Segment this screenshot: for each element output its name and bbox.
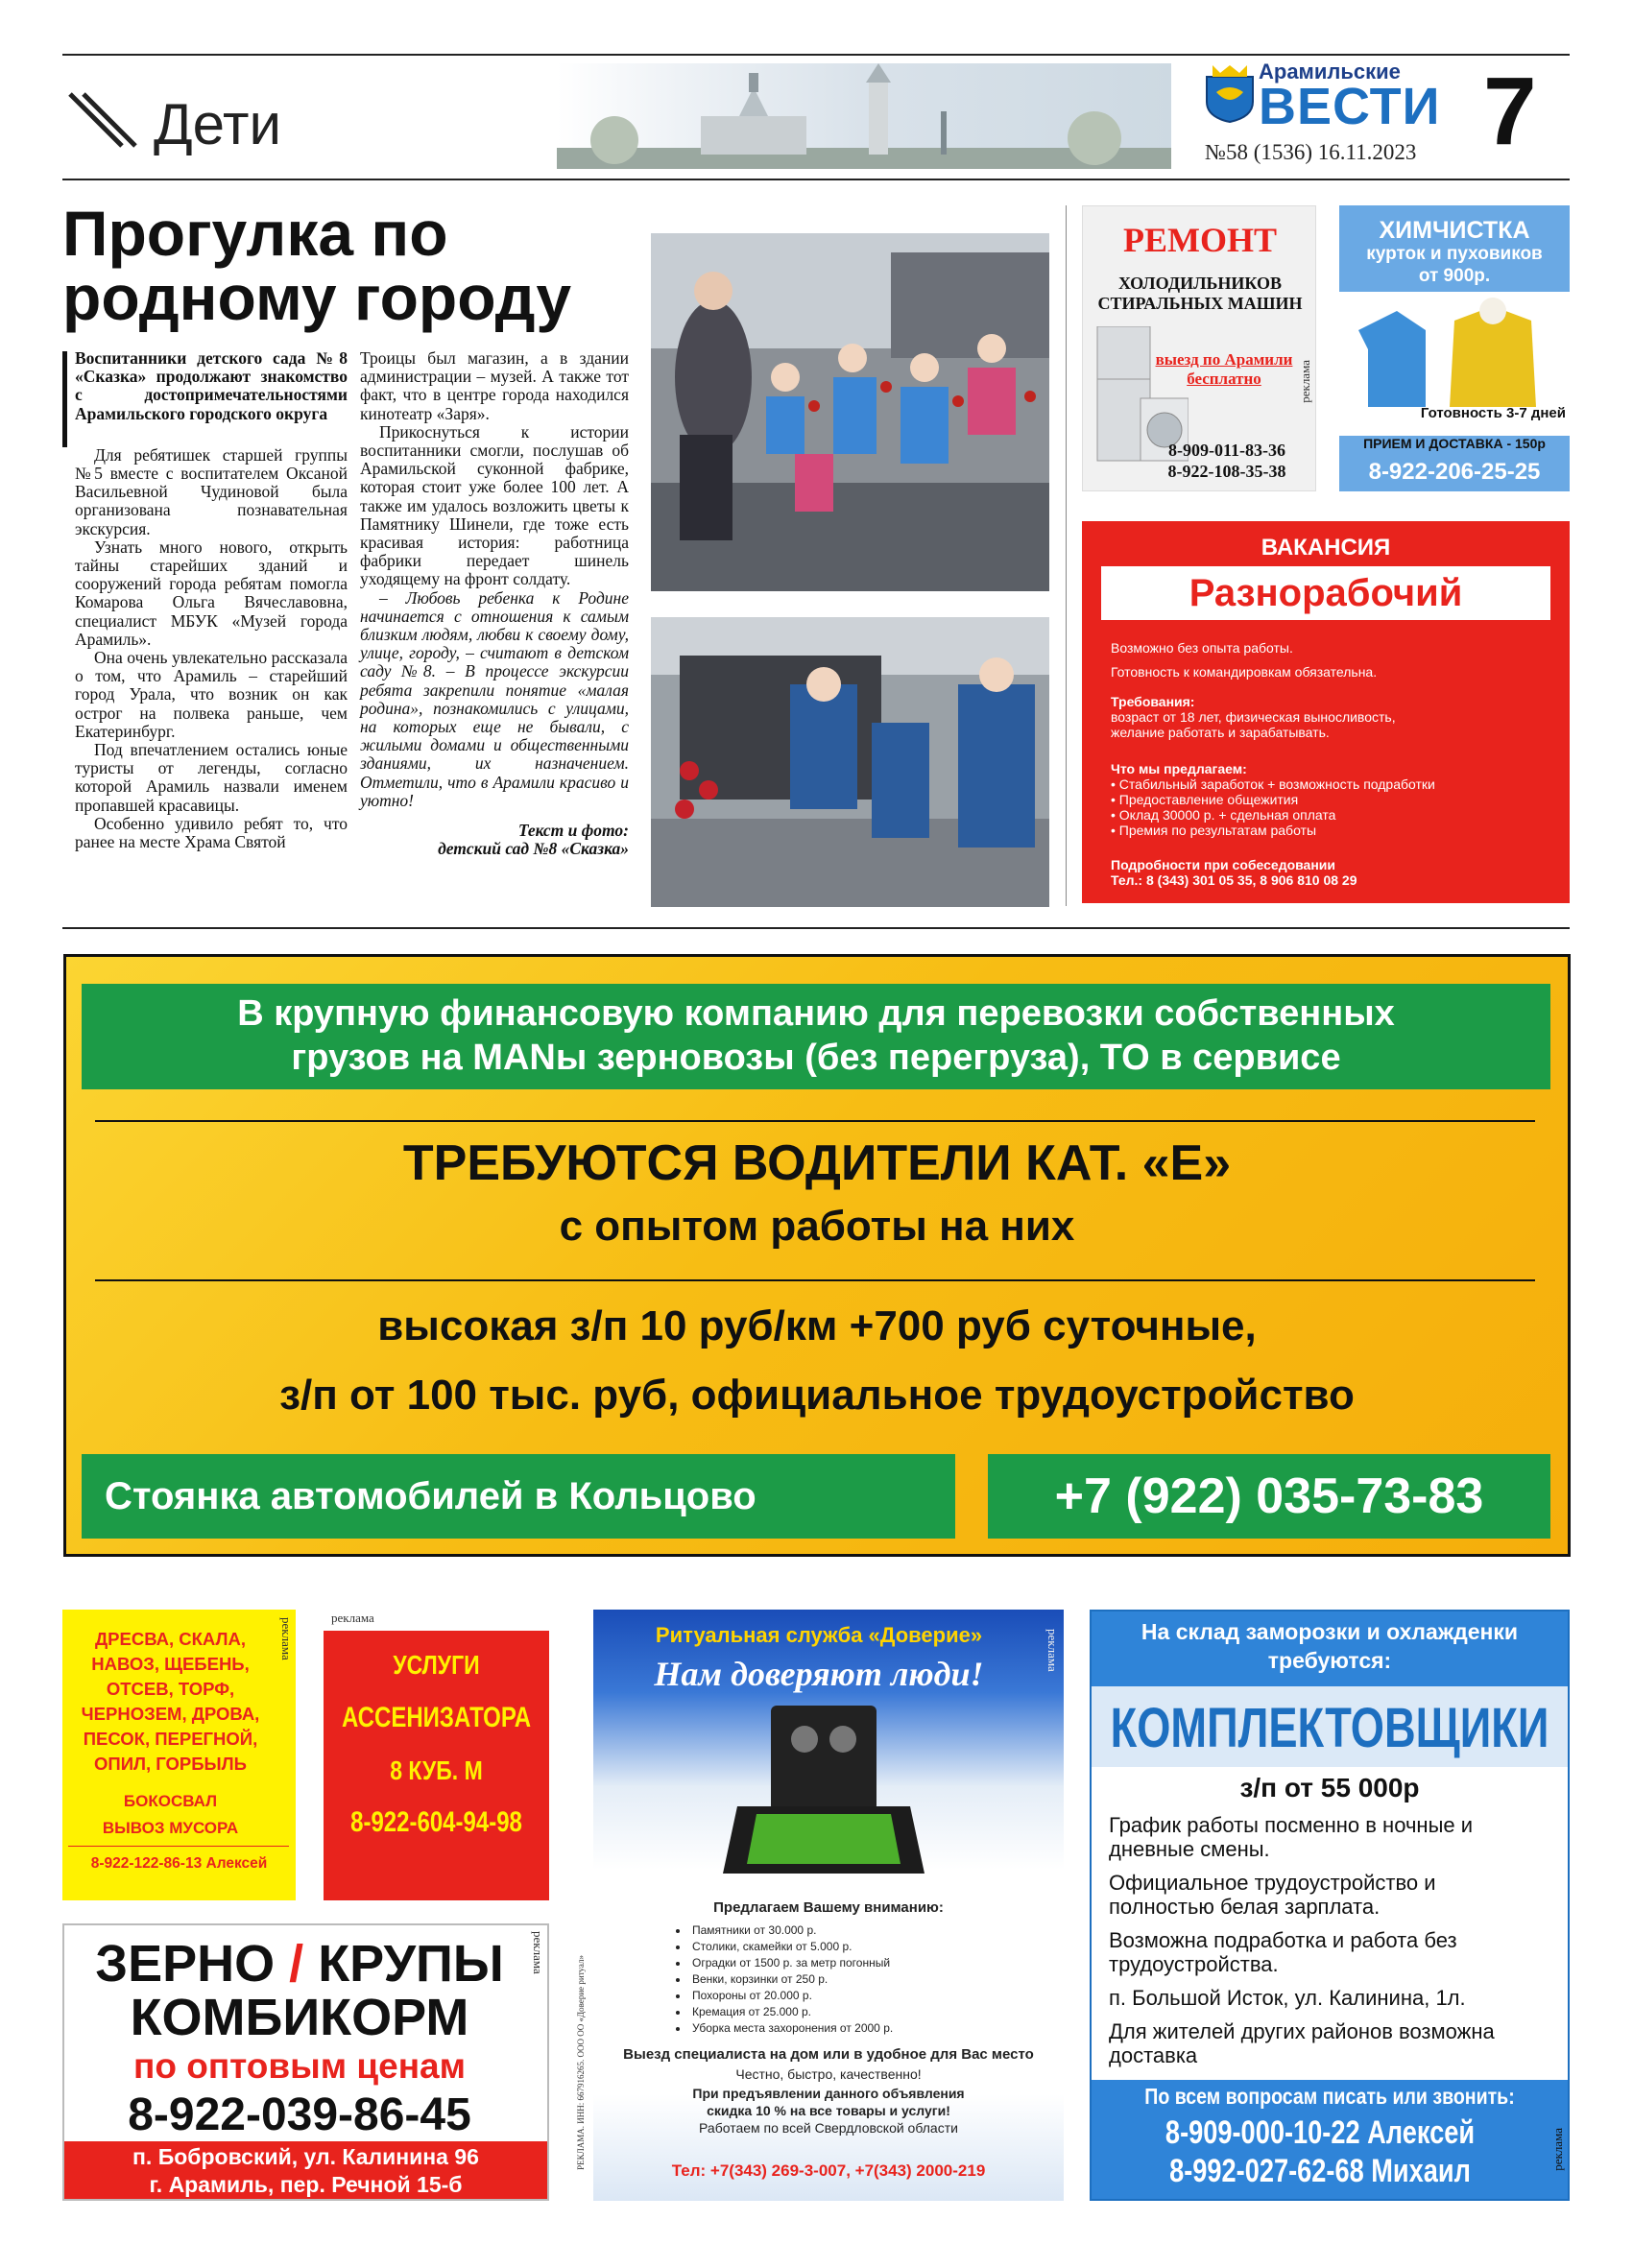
ad-grain-phone[interactable]: 8-922-039-86-45 xyxy=(128,2089,471,2140)
ad-vacancy-line: Готовность к командировкам обязательна. xyxy=(1111,664,1378,680)
article-photo-1 xyxy=(651,233,1049,591)
ad-sand-line: ПЕСОК, ПЕРЕГНОЙ, xyxy=(83,1729,258,1749)
ad-vacancy-offer-item: • Предоставление общежития xyxy=(1111,792,1299,807)
ad-pickers-phone-2[interactable]: 8-992-027-62-68 Михаил xyxy=(1169,2153,1471,2189)
ad-repair-phone-1[interactable]: 8-909-011-83-36 xyxy=(1168,441,1285,460)
ad-cleaning xyxy=(1339,205,1570,491)
ad-sand-line-2b: ВЫВОЗ МУСОРА xyxy=(102,1819,239,1837)
top-rule xyxy=(62,54,1570,56)
ad-vacancy-contact xyxy=(1111,857,1562,888)
ad-vacancy-req-line: возраст от 18 лет, физическая выносливость, xyxy=(1111,709,1396,725)
ad-ritual-item: • Кремация от 25.000 р. xyxy=(676,2004,1021,2020)
ad-vacancy-offer-heading: Что мы предлагаем: xyxy=(1111,761,1247,776)
ad-vacancy-req-line: желание работать и зарабатывать. xyxy=(1111,725,1330,740)
article-paragraph: Узнать много нового, открыть тайны старейших зданий и сооружений города ребятам помогла Комарова Ольга Вячеславовна, специалист МБУК «Музей города Арамиль». xyxy=(75,537,348,649)
ad-grain-slash: / xyxy=(289,1935,304,1993)
ad-pickers-phone-1[interactable]: 8-909-000-10-22 Алексей xyxy=(1165,2114,1476,2151)
ad-grain-title-2: КОМБИКОРМ xyxy=(130,1989,469,2046)
section-rule xyxy=(62,927,1570,929)
ad-ritual-region: Работаем по всей Свердловской области xyxy=(699,2120,958,2136)
article-paragraph: Особенно удивило ребят то, что ранее на месте Храма Святой xyxy=(75,813,348,852)
logo-main-text: ВЕСТИ xyxy=(1259,78,1441,135)
ad-drivers-parking-box xyxy=(82,1454,955,1539)
ad-ritual-item: • Уборка места захоронения от 2000 р. xyxy=(676,2020,1021,2037)
ad-ritual-item: • Похороны от 20.000 р. xyxy=(676,1988,1021,2004)
ad-ritual-title: Ритуальная служба «Доверие» xyxy=(655,1623,983,1647)
ad-sand-line: ДРЕСВА, СКАЛА, xyxy=(94,1629,246,1649)
ad-drivers-intro-2: грузов на MANы зерновозы (без перегруза), ТО в сервисе xyxy=(291,1038,1341,1078)
article-credit: детский сад №8 «Сказка» xyxy=(438,839,629,859)
ad-vacancy-line: Возможно без опыта работы. xyxy=(1111,640,1293,656)
article-paragraph: Прикоснуться к истории воспитанники смогли, послушав об Арамильской суконной фабрике, которая стоит уже более 100 лет. А также им удалось возложить цветы к Памятнику Шинели, где тоже есть красивая история: работница фабрики передает шинель уходящему на фронт солдату. xyxy=(360,421,629,589)
article-credit-label: Текст и фото: xyxy=(517,821,629,841)
ad-sewage-label-strip xyxy=(324,1610,549,1631)
ad-sewage-line-2: АССЕНИЗАТОРА xyxy=(341,1702,532,1733)
article-lead: Воспитанники детского сада №8 «Сказка» продолжают знакомство с достопримечательностями Арамильского городского округа xyxy=(75,348,348,423)
ad-pickers-head-2: требуются: xyxy=(1267,1648,1392,1673)
ad-grain-title-1a: ЗЕРНО xyxy=(95,1935,276,1993)
newspaper-logo xyxy=(1205,60,1464,175)
ad-repair xyxy=(1082,205,1316,491)
ad-ritual xyxy=(576,1610,1064,2201)
ad-drivers-pay-1: высокая з/п 10 руб/км +700 руб суточные, xyxy=(377,1302,1257,1349)
ad-pickers-p: Для жителей других районов возможна доставка xyxy=(1109,2019,1495,2067)
coat-of-arms-icon xyxy=(1205,63,1255,123)
ad-label: реклама xyxy=(331,1611,374,1625)
ad-cleaning-delivery: ПРИЕМ И ДОСТАВКА - 150р xyxy=(1363,436,1546,451)
ad-sewage-line-1: УСЛУГИ xyxy=(393,1650,480,1680)
ad-sewage-phone[interactable]: 8-922-604-94-98 xyxy=(350,1806,522,1838)
ad-label: реклама xyxy=(1045,1629,1060,1672)
ad-repair-subtitle: ХОЛОДИЛЬНИКОВ СТИРАЛЬНЫХ МАШИН xyxy=(1097,274,1303,313)
children-monument-photo xyxy=(651,617,1049,907)
ad-ritual-honest: Честно, быстро, качественно! xyxy=(735,2066,922,2082)
ad-drivers-phone[interactable]: +7 (922) 035-73-83 xyxy=(1054,1468,1484,1524)
ad-vacancy-req-heading: Требования: xyxy=(1111,694,1195,709)
ad-drivers-pay-2: з/п от 100 тыс. руб, официальное трудоустройство xyxy=(279,1372,1355,1419)
ad-pickers-contact-heading: По всем вопросам писать или звонить: xyxy=(1144,2084,1515,2109)
ad-label: реклама xyxy=(1552,359,1567,402)
ad-pickers-salary: з/п от 55 000р xyxy=(1239,1773,1420,1802)
children-excursion-photo xyxy=(651,233,1049,591)
ad-grain-title-1c: КРУПЫ xyxy=(318,1935,504,1993)
ad-vacancy-contact-heading: Подробности при собеседовании xyxy=(1111,857,1336,872)
ad-ritual-visit: Выезд специалиста на дом или в удобное для Вас место xyxy=(623,2046,1034,2063)
ad-grain-address-box xyxy=(64,2141,547,2199)
article-paragraph: Она очень увлекательно рассказала о том, что Арамиль – старейший город Урала, что возник он как острог на полвека раньше, чем Екатеринбург. xyxy=(75,648,348,741)
ad-repair-title: РЕМОНТ xyxy=(1123,221,1277,259)
ad-grain-address-1: п. Бобровский, ул. Калинина 96 xyxy=(132,2144,479,2169)
ad-drivers-subheadline: с опытом работы на них xyxy=(559,1203,1075,1250)
ad-sand-line: ОПИЛ, ГОРБЫЛЬ xyxy=(94,1754,247,1774)
ad-vacancy xyxy=(1082,521,1570,903)
ad-drivers-phone-box xyxy=(988,1454,1550,1539)
ad-sand-list xyxy=(62,1627,278,1777)
article-paragraph: Под впечатлением остались юные туристы от легенды, согласно которой Арамиль назвали именем пропавшей красавицы. xyxy=(75,740,348,815)
article-paragraph: Для ребятишек старшей группы №5 вместе с воспитателем Оксаной Васильевной Чудиновой была организована познавательная экскурсия. xyxy=(75,444,348,538)
ad-sand xyxy=(62,1610,296,1900)
ad-drivers-parking: Стоянка автомобилей в Кольцово xyxy=(105,1475,756,1517)
ad-drivers-headline: ТРЕБУЮТСЯ ВОДИТЕЛИ КАТ. «Е» xyxy=(402,1135,1232,1191)
ad-ritual-small-print: РЕКЛАМА. ИНН: 667916265. ООО ОО «Доверие ритуал» xyxy=(576,1955,586,2170)
ad-pickers-body xyxy=(1109,1813,1531,2067)
ad-repair-note-1: выезд по Арамили xyxy=(1155,350,1293,369)
ad-pickers-p: График работы посменно в ночные и дневные смены. xyxy=(1109,1813,1474,1861)
ad-ritual-discount-2: скидка 10 % на все товары и услуги! xyxy=(707,2103,950,2118)
ad-vacancy-offer-item: • Стабильный заработок + возможность подработки xyxy=(1111,776,1435,792)
article-title: Прогулка по родному городу xyxy=(62,198,572,334)
monument-icon xyxy=(718,1701,929,1883)
ad-cleaning-title: ХИМЧИСТКА xyxy=(1379,217,1530,244)
ad-sewage-line-3: 8 КУБ. М xyxy=(390,1755,483,1785)
ad-pickers-p: п. Большой Исток, ул. Калинина, 1л. xyxy=(1109,1986,1466,2010)
ad-pickers-contact-box xyxy=(1092,2080,1568,2199)
column-divider xyxy=(1066,205,1067,906)
ad-ritual-slogan: Нам доверяют люди! xyxy=(654,1655,984,1693)
ad-vacancy-title-box xyxy=(1101,566,1550,620)
ad-ritual-list xyxy=(676,1922,1021,2037)
ad-sand-line-2a: БОКОСВАЛ xyxy=(123,1792,218,1810)
ad-vacancy-phone[interactable]: Тел.: 8 (343) 301 05 35, 8 906 810 08 29 xyxy=(1111,872,1357,888)
lead-bar xyxy=(62,351,67,447)
ad-grain-price: по оптовым ценам xyxy=(132,2046,467,2086)
ad-drivers-rule-1 xyxy=(95,1120,1535,1122)
ad-grain-address-2: г. Арамиль, пер. Речной 15-б xyxy=(149,2172,463,2197)
ad-ritual-item: • Оградки от 1500 р. за метр погонный xyxy=(676,1955,1021,1971)
church-silhouette-icon xyxy=(557,63,1171,169)
ad-pickers-p: Возможна подработка и работа без трудоустройства. xyxy=(1109,1928,1457,1976)
ad-sand-line: ЧЕРНОЗЕМ, ДРОВА, xyxy=(81,1704,260,1724)
ad-label: реклама xyxy=(279,1617,294,1660)
ad-vacancy-offer xyxy=(1111,761,1552,838)
page-number: 7 xyxy=(1483,58,1537,165)
article-column-2 xyxy=(360,349,629,858)
ad-sand-line: НАВОЗ, ЩЕБЕНЬ, xyxy=(91,1654,250,1674)
ad-pickers xyxy=(1090,1610,1570,2201)
ad-cleaning-line-2: от 900р. xyxy=(1418,266,1491,286)
ad-drivers-intro-1: В крупную финансовую компанию для перевозки собственных xyxy=(237,993,1395,1034)
issue-number: №58 (1536) 16.11.2023 xyxy=(1205,140,1417,164)
article-paragraph: Троицы был магазин, а в здании администрации – музей. А также тот факт, что в центре города находился кинотеатр «Заря». xyxy=(360,348,629,423)
ad-ritual-phones[interactable]: Тел: +7(343) 269-3-007, +7(343) 2000-219 xyxy=(671,2161,986,2180)
ad-sand-line: ОТСЕВ, ТОРФ, xyxy=(106,1679,235,1699)
ad-vacancy-offer-item: • Оклад 30000 р. + сдельная оплата xyxy=(1111,807,1336,823)
ad-cleaning-term: Готовность 3-7 дней xyxy=(1420,405,1566,421)
article-column-1 xyxy=(75,349,348,851)
ad-pickers-p: Официальное трудоустройство и полностью белая зарплата. xyxy=(1109,1871,1436,1919)
logo-top-text: Арамильские xyxy=(1259,60,1401,84)
ad-drivers-intro-box xyxy=(82,984,1550,1089)
header-rule xyxy=(62,179,1570,180)
ad-vacancy-body xyxy=(1111,636,1552,684)
ad-sand-phone[interactable]: 8-922-122-86-13 Алексей xyxy=(90,1855,268,1872)
article-quote: – Любовь ребенка к Родине начинается с отношения к самым близким людям, любви к своему дому, улице, городу, – считают в детском саду №8. – В процессе экскурсии ребята закрепили понятие «малая родина», познакомились с улицами, на которых еще не бывали, с жилыми домами и общественными зданиями, их назначением. Отметили, что в Арамили красиво и уютно! xyxy=(360,587,629,810)
ad-vacancy-header: ВАКАНСИЯ xyxy=(1261,535,1391,561)
ad-grain xyxy=(62,1923,549,2201)
ad-vacancy-title: Разнорабочий xyxy=(1189,572,1463,614)
ad-ritual-item: • Столики, скамейки от 5.000 р. xyxy=(676,1939,1021,1955)
ad-ritual-offer-heading: Предлагаем Вашему вниманию: xyxy=(713,1899,944,1916)
section-title: Дети xyxy=(154,92,282,156)
ad-drivers xyxy=(63,954,1571,1557)
ad-pickers-head-box xyxy=(1092,1611,1568,1686)
ad-label: реклама xyxy=(1298,360,1312,403)
ad-repair-phone-2[interactable]: 8-922-108-35-38 xyxy=(1167,462,1286,481)
ad-pickers-head-1: На склад заморозки и охлажденки xyxy=(1141,1619,1519,1644)
ad-repair-note-2: бесплатно xyxy=(1187,370,1261,388)
header-banner-image xyxy=(557,63,1171,169)
ad-vacancy-requirements xyxy=(1111,694,1552,740)
ad-sewage xyxy=(324,1610,549,1900)
ad-label: реклама xyxy=(1550,2128,1565,2171)
ad-ritual-item: • Памятники от 30.000 р. xyxy=(676,1922,1021,1939)
ad-sand-rule xyxy=(68,1846,289,1847)
ad-drivers-rule-2 xyxy=(95,1279,1535,1281)
section-slash-icon xyxy=(62,86,139,154)
ad-label: реклама xyxy=(531,1931,545,1974)
ad-vacancy-offer-item: • Премия по результатам работы xyxy=(1111,823,1317,838)
ad-grain-title-1 xyxy=(64,1935,535,1993)
article-photo-2 xyxy=(651,617,1049,907)
ad-cleaning-phone[interactable]: 8-922-206-25-25 xyxy=(1368,459,1541,485)
ad-ritual-item: • Венки, корзинки от 250 р. xyxy=(676,1971,1021,1988)
ad-ritual-discount-1: При предъявлении данного объявления xyxy=(692,2086,965,2101)
ad-cleaning-line-1: курток и пуховиков xyxy=(1366,244,1543,264)
ad-pickers-title: КОМПЛЕКТОВЩИКИ xyxy=(1110,1697,1549,1759)
